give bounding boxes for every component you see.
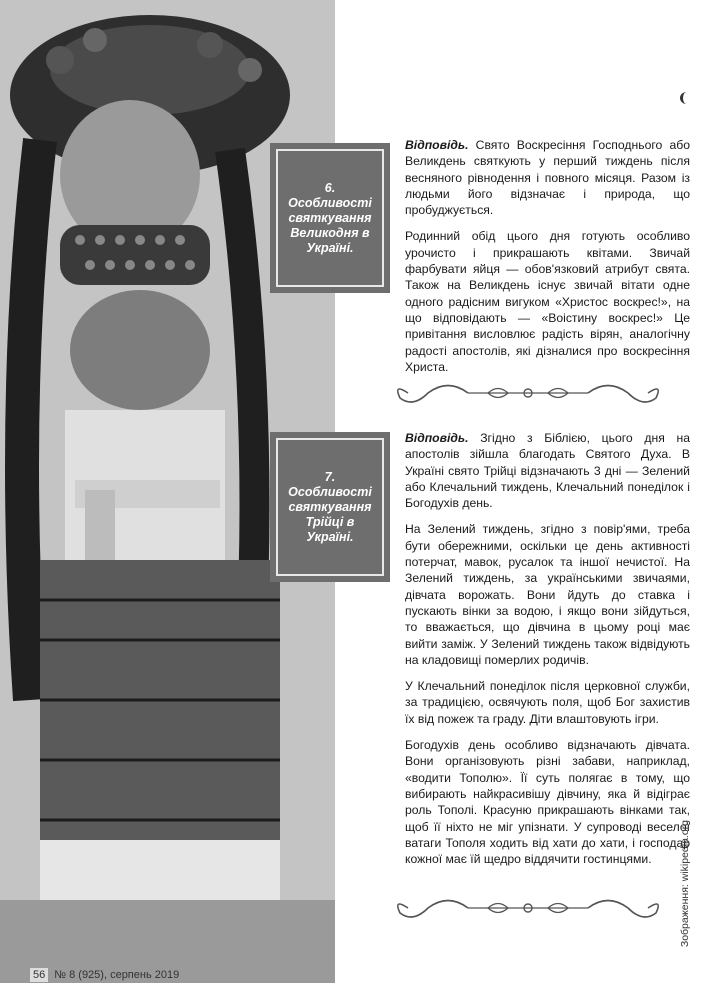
question-title: 6. Особливості святкування Великодня в Україні. <box>276 149 384 287</box>
paragraph-text: Свято Воскресіння Господнього або Великдень святкують у перший тиждень після весняного рівнодення і повного місяця. Разом із людьми його відзначає і природа, що пробуджується. <box>405 138 690 218</box>
question-box-7 <box>270 432 390 582</box>
image-credit: Зображення: wikipedia.org <box>679 820 691 948</box>
paragraph-text: Згідно з Біблією, цього дня на апостолів зійшла благодать Святого Духа. В Україні свято Трійці відзначають 3 дні — Зелений або Клечальний тиждень, Клечальний понеділок і Богодухів день. <box>405 431 690 511</box>
ornament-divider <box>388 378 668 408</box>
page-footer <box>30 968 179 982</box>
answer-7 <box>405 430 690 877</box>
paragraph <box>405 430 690 511</box>
answer-label: Відповідь. <box>405 431 469 445</box>
answer-6 <box>405 137 690 385</box>
answer-label: Відповідь. <box>405 138 469 152</box>
ornament-divider <box>388 893 668 923</box>
paragraph: Богодухів день особливо відзначають дівчата. Вони організовують різні забави, наприклад, «водити Тополю». Її суть полягає в тому, що вибирають найкрасивішу дівчину, яка й відіграє роль Тополі. Красуню прикрашають вінками так, щоб її ніхто не міг упізнати. У супроводі веселої ватаги Тополя ходить від хати до хати, і господар кожної має їй щедро віддячити гостинцями. <box>405 738 690 867</box>
page-number: 56 <box>30 968 48 982</box>
question-box-6 <box>270 143 390 293</box>
issue-info: № 8 (925), серпень 2019 <box>54 969 180 981</box>
paragraph: У Клечальний понеділок після церковної служби, за традицією, освячують поля, щоб Бог захистив їх від пожеж та граду. Діти влаштовують ігри. <box>405 679 690 726</box>
question-title: 7. Особливості святкування Трійці в Україні. <box>276 438 384 576</box>
margin-mark <box>680 92 693 104</box>
paragraph <box>405 137 690 218</box>
paragraph: На Зелений тиждень, згідно з повір'ями, треба бути обережними, оскільки це день активності потерчат, мавок, русалок та іншої нечистої. На Зелений тиждень, за українськими звичаями, дівчата ворожать. Вони йдуть до ставка і пускають вінки за водою, і якщо вони зійдуться, то вважається, що дівчина в цьому році має вийти заміж. У Зелений тиждень також відвідують на кладовищі померлих родичів. <box>405 522 690 667</box>
paragraph: Родинний обід цього дня готують особливо урочисто і прикрашають квітами. Звичай фарбувати яйця — обов'язковий атрибут свята. Також на Великдень існує звичай вітати одне одного радісним вигуком «Христос воскрес!», на що відповідають — «Воістину воскрес!» Це привітання висловлює радість вірян, аналогічну радості апостолів, які дізналися про воскресіння Христа. <box>405 229 690 374</box>
